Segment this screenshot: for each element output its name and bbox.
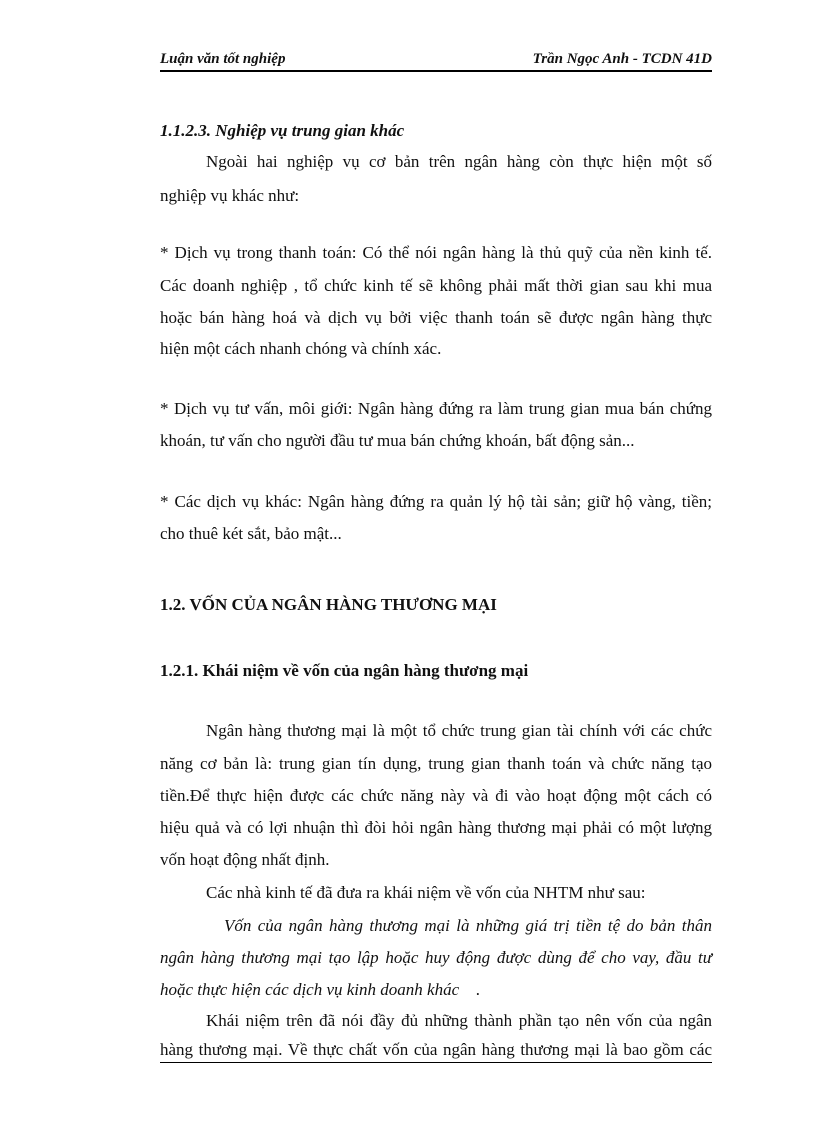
para6-line1: Các nhà kinh tế đã đưa ra khái niệm về vốn của NHTM như sau: [206, 883, 646, 902]
para3-line2: khoán, tư vấn cho người đầu tư mua bán chứng khoán, bất động sản... [160, 431, 635, 450]
para7-line1: Vốn của ngân hàng thương mại là những giá trị tiền tệ do bản thân [224, 916, 712, 935]
para7-line3: hoặc thực hiện các dịch vụ kinh doanh khác . [160, 980, 481, 999]
para2-line4: hiện một cách nhanh chóng và chính xác. [160, 339, 442, 358]
para5-line1: Ngân hàng thương mại là một tổ chức trung gian tài chính với các chức [206, 721, 712, 740]
para3-line1: * Dịch vụ tư vấn, môi giới: Ngân hàng đứng ra làm trung gian mua bán chứng [160, 399, 712, 418]
para2-line1: * Dịch vụ trong thanh toán: Có thể nói ngân hàng là thủ quỹ của nền kinh tế. [160, 243, 712, 262]
para5-line2: năng cơ bản là: trung gian tín dụng, trung gian thanh toán và chức năng tạo [160, 754, 712, 773]
para8-line1: Khái niệm trên đã nói đầy đủ những thành phần tạo nên vốn của ngân [206, 1011, 712, 1030]
para2-line3: hoặc bán hàng hoá và dịch vụ bởi việc thanh toán sẽ được ngân hàng thực [160, 308, 712, 327]
para5-line4: hiệu quả và có lợi nhuận thì đòi hỏi ngân hàng thương mại phải có một lượng [160, 818, 712, 837]
para4-line1: * Các dịch vụ khác: Ngân hàng đứng ra quản lý hộ tài sản; giữ hộ vàng, tiền; [160, 492, 712, 511]
heading-1-2-1: 1.2.1. Khái niệm về vốn của ngân hàng thương mại [160, 661, 529, 680]
header-left: Luận văn tốt nghiệp [160, 51, 286, 67]
para5-line3: tiền.Để thực hiện được các chức năng này và đi vào hoạt động một cách có [160, 786, 712, 805]
para7-line2: ngân hàng thương mại tạo lập hoặc huy động được dùng để cho vay, đầu tư [160, 948, 712, 967]
para4-line2: cho thuê két sắt, bảo mật... [160, 524, 342, 543]
para1-line1: Ngoài hai nghiệp vụ cơ bản trên ngân hàng còn thực hiện một số [206, 152, 712, 171]
page-header [160, 46, 712, 72]
para8-line2: hàng thương mại. Về thực chất vốn của ngân hàng thương mại là bao gồm các [160, 1040, 712, 1059]
para5-line5: vốn hoạt động nhất định. [160, 850, 330, 869]
header-right: Trần Ngọc Anh - TCDN 41D [532, 51, 712, 67]
footer-rule [160, 1062, 712, 1063]
para2-line2: Các doanh nghiệp , tổ chức kinh tế sẽ không phải mất thời gian sau khi mua [160, 276, 712, 295]
para1-line2: nghiệp vụ khác như: [160, 186, 300, 205]
heading-1-2: 1.2. VỐN CỦA NGÂN HÀNG THƯƠNG MẠI [160, 595, 497, 614]
heading-1-1-2-3: 1.1.2.3. Nghiệp vụ trung gian khác [160, 121, 405, 140]
